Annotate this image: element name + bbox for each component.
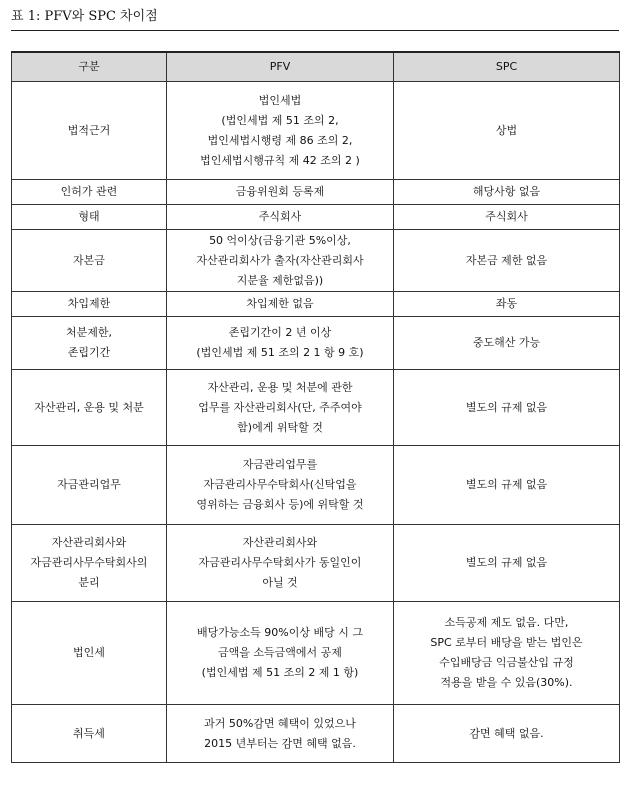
cell-line: 존립기간: [67, 346, 111, 359]
cell-line: 별도의 규제 없음: [465, 478, 548, 491]
cell-line: 별도의 규제 없음: [465, 400, 548, 414]
cell-line: 차입제한: [67, 297, 111, 310]
cell-line: 배당가능소득 90%이상 배당 시 그: [197, 626, 363, 639]
header-category: 구분: [12, 52, 167, 82]
table-row: [12, 525, 620, 602]
cell-line: 감면 혜택 없음.: [469, 726, 544, 740]
cell-line: 차입제한 없음: [246, 297, 314, 310]
spc-cell: [394, 705, 620, 763]
cell-line: 처분제한,: [65, 326, 112, 339]
cell-line: 아닐 것: [262, 576, 298, 589]
cell-line: 지분율 제한없음)): [236, 273, 324, 287]
cell-line: (법인세법 제 51 조의 2,: [221, 113, 339, 127]
cell-line: SPC 로부터 배당을 받는 법인은: [430, 636, 583, 649]
cell-line: 분리: [78, 576, 100, 589]
cell-line: 50 억이상(금융기관 5%이상,: [209, 233, 351, 247]
cell-line: 별도의 규제 없음: [465, 556, 548, 569]
pfv-cell: [167, 370, 394, 446]
table-row: [12, 705, 620, 763]
cell-line: 해당사항 없음: [472, 185, 541, 198]
table-row: [12, 317, 620, 370]
cell-line: 적용을 받을 수 있음(30%).: [440, 676, 573, 689]
cell-line: 존립기간이 2 년 이상: [228, 326, 332, 339]
cell-line: 좌동: [495, 297, 518, 310]
row-label-cell: [12, 180, 167, 205]
cell-line: (법인세법 제 51 조의 2 1 항 9 호): [196, 346, 364, 359]
cell-line: 과거 50%감면 혜택이 있었으나: [204, 716, 356, 730]
cell-line: 중도해산 가능: [472, 336, 541, 349]
spc-cell: [394, 180, 620, 205]
spc-cell: [394, 317, 620, 370]
cell-line: (법인세법 제 51 조의 2 제 1 항): [201, 666, 359, 679]
row-label-cell: [12, 205, 167, 230]
pfv-cell: [167, 602, 394, 705]
spc-cell: [394, 446, 620, 525]
spc-cell: [394, 525, 620, 602]
table-caption: 표 1: PFV와 SPC 차이점: [11, 9, 158, 24]
caption-divider: [11, 30, 619, 31]
header-row: [12, 52, 620, 82]
cell-line: 금융위원회 등록제: [235, 185, 325, 198]
cell-line: 소득공제 제도 없음. 다만,: [444, 616, 569, 629]
cell-line: 인허가 관련: [60, 185, 118, 198]
table-row: [12, 292, 620, 317]
spc-cell: [394, 370, 620, 446]
cell-line: 법인세법시행규칙 제 42 조의 2 ): [200, 153, 360, 167]
pfv-cell: [167, 180, 394, 205]
cell-line: 자산관리회사가 출자(자산관리회사: [196, 253, 364, 267]
cell-line: 법인세법시행령 제 86 조의 2,: [207, 133, 353, 147]
table-row: [12, 446, 620, 525]
header-spc: SPC: [394, 52, 620, 82]
table-row: [12, 602, 620, 705]
spc-cell: [394, 230, 620, 292]
cell-line: 법인세: [73, 646, 105, 659]
cell-line: 자금관리업무: [57, 478, 121, 491]
row-label-cell: [12, 317, 167, 370]
comparison-table: [11, 51, 620, 763]
row-label-cell: [12, 230, 167, 292]
cell-line: 자산관리, 운용 및 처분: [34, 400, 144, 414]
cell-line: 업무를 자산관리회사(단, 주주여야: [198, 400, 362, 414]
row-label-cell: [12, 525, 167, 602]
table-body: [12, 82, 620, 763]
cell-line: 자금관리사무수탁회사의: [30, 556, 148, 569]
cell-line: 자본금 제한 없음: [465, 253, 548, 267]
pfv-cell: [167, 230, 394, 292]
spc-cell: [394, 82, 620, 180]
cell-line: 자금관리업무를: [242, 458, 318, 471]
row-label-cell: [12, 82, 167, 180]
row-label-cell: [12, 370, 167, 446]
cell-line: 자본금: [73, 253, 105, 267]
cell-line: 법적근거: [67, 123, 111, 137]
pfv-cell: [167, 317, 394, 370]
header-pfv: PFV: [167, 52, 394, 82]
cell-line: 주식회사: [485, 210, 528, 223]
cell-line: 상법: [495, 123, 518, 137]
cell-line: 함)에게 위탁할 것: [237, 420, 323, 434]
cell-line: 형태: [78, 210, 100, 223]
spc-cell: [394, 602, 620, 705]
pfv-cell: [167, 82, 394, 180]
spc-cell: [394, 292, 620, 317]
cell-line: 자산관리회사와: [51, 536, 127, 549]
table-row: [12, 370, 620, 446]
cell-line: 수입배당금 익금불산입 규정: [439, 656, 574, 669]
cell-line: 주식회사: [258, 210, 302, 223]
row-label-cell: [12, 446, 167, 525]
table-row: [12, 82, 620, 180]
cell-line: 영위하는 금융회사 등)에 위탁할 것: [196, 498, 364, 511]
cell-line: 자산관리, 운용 및 처분에 관한: [207, 380, 353, 394]
table-row: [12, 180, 620, 205]
pfv-cell: [167, 205, 394, 230]
cell-line: 법인세법: [258, 93, 302, 107]
cell-line: 취득세: [73, 726, 105, 740]
pfv-cell: [167, 446, 394, 525]
cell-line: 자산관리회사와: [242, 536, 318, 549]
table-row: [12, 205, 620, 230]
row-label-cell: [12, 292, 167, 317]
cell-line: 금액을 소득금액에서 공제: [218, 646, 342, 659]
pfv-cell: [167, 525, 394, 602]
pfv-cell: [167, 292, 394, 317]
row-label-cell: [12, 602, 167, 705]
cell-line: 2015 년부터는 감면 혜택 없음.: [204, 736, 356, 750]
row-label-cell: [12, 705, 167, 763]
table-row: [12, 230, 620, 292]
cell-line: 자금관리사무수탁회사가 동일인이: [198, 556, 362, 569]
pfv-cell: [167, 705, 394, 763]
cell-line: 자금관리사무수탁회사(신탁업을: [203, 478, 357, 491]
spc-cell: [394, 205, 620, 230]
